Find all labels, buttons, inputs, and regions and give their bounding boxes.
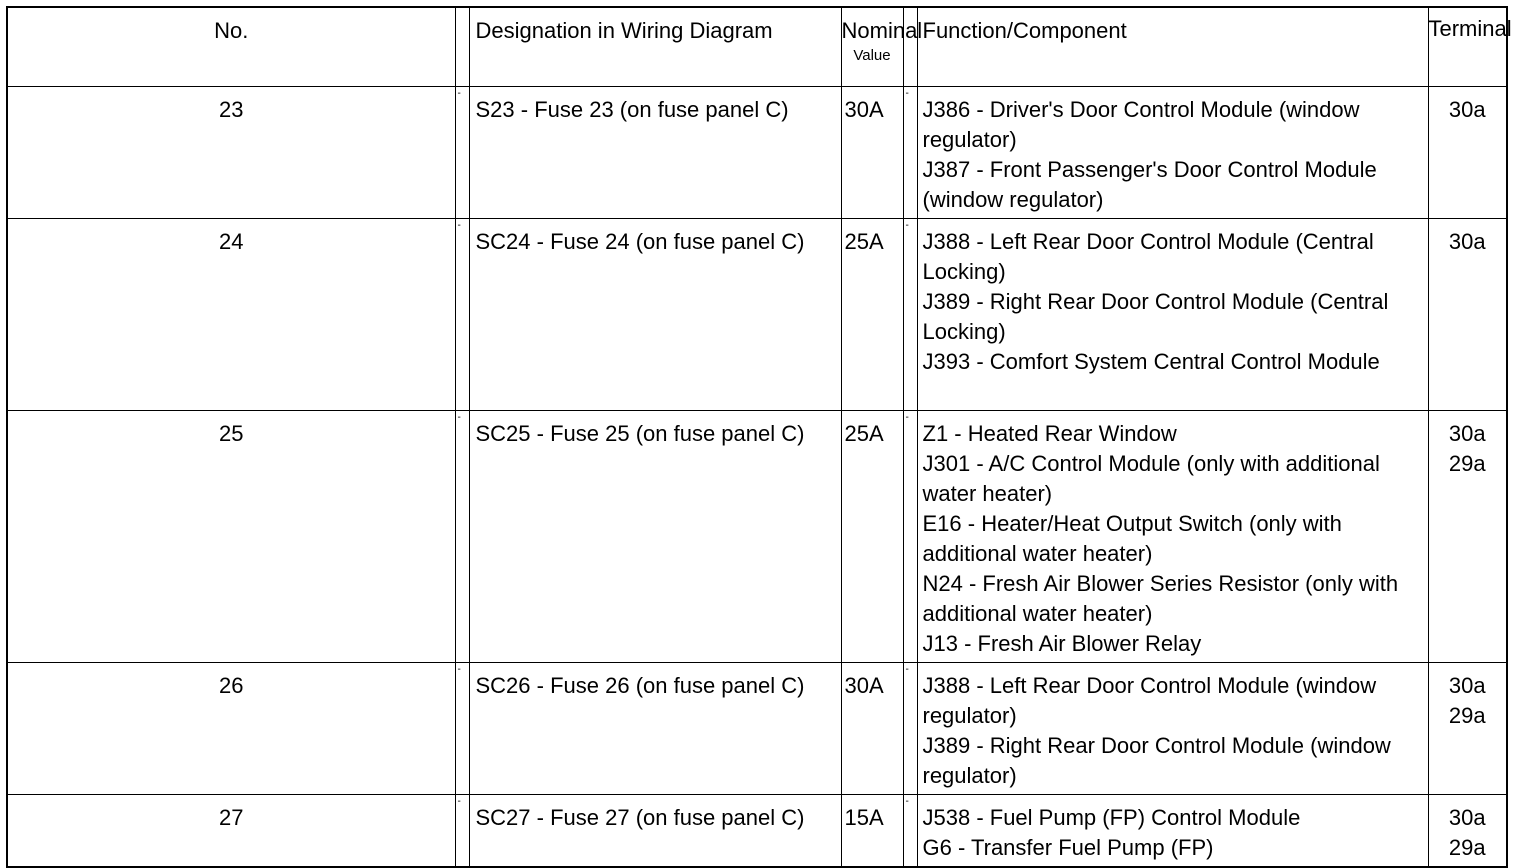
table-row bbox=[7, 795, 1507, 867]
row-dash: - bbox=[905, 88, 909, 99]
terminal-item: 29a bbox=[1448, 703, 1486, 728]
row-dash: - bbox=[905, 220, 909, 231]
row-spacer bbox=[903, 219, 917, 411]
row-designation: SC26 - Fuse 26 (on fuse panel C) bbox=[469, 663, 841, 795]
row-designation: SC25 - Fuse 25 (on fuse panel C) bbox=[469, 411, 841, 663]
row-function bbox=[917, 219, 1428, 411]
header-nominal-line2: Value bbox=[853, 47, 891, 64]
row-designation: SC24 - Fuse 24 (on fuse panel C) bbox=[469, 219, 841, 411]
row-function bbox=[917, 795, 1428, 867]
row-nominal-value: 15A bbox=[841, 795, 903, 867]
row-function bbox=[917, 663, 1428, 795]
row-dash: - bbox=[457, 796, 461, 807]
function-item: J387 - Front Passenger's Door Control Module (window regulator) bbox=[922, 157, 1377, 212]
row-spacer bbox=[903, 663, 917, 795]
row-terminal bbox=[1428, 795, 1507, 867]
terminal-item: 29a bbox=[1448, 835, 1486, 860]
function-item: Z1 - Heated Rear Window bbox=[922, 421, 1177, 446]
row-dash: - bbox=[905, 664, 909, 675]
function-item: N24 - Fresh Air Blower Series Resistor (only with additional water heater) bbox=[922, 571, 1399, 626]
function-item: J393 - Comfort System Central Control Module bbox=[922, 349, 1380, 374]
function-item: J389 - Right Rear Door Control Module (Central Locking) bbox=[922, 289, 1389, 344]
row-terminal bbox=[1428, 87, 1507, 219]
terminal-item: 30a bbox=[1448, 229, 1486, 254]
header-no: No. bbox=[7, 7, 455, 87]
row-number: 25 bbox=[7, 411, 455, 663]
function-item: J389 - Right Rear Door Control Module (window regulator) bbox=[922, 733, 1391, 788]
terminal-item: 30a bbox=[1448, 805, 1486, 830]
function-item: E16 - Heater/Heat Output Switch (only with additional water heater) bbox=[922, 511, 1342, 566]
function-item: J386 - Driver's Door Control Module (window regulator) bbox=[922, 97, 1360, 152]
row-number: 24 bbox=[7, 219, 455, 411]
row-spacer bbox=[903, 87, 917, 219]
table-row bbox=[7, 87, 1507, 219]
row-dash: - bbox=[457, 664, 461, 675]
row-function bbox=[917, 411, 1428, 663]
row-nominal-value: 25A bbox=[841, 411, 903, 663]
header-spacer-2 bbox=[903, 7, 917, 87]
row-number: 26 bbox=[7, 663, 455, 795]
terminal-item: 30a bbox=[1448, 421, 1486, 446]
row-dash: - bbox=[457, 220, 461, 231]
row-terminal bbox=[1428, 663, 1507, 795]
row-number: 27 bbox=[7, 795, 455, 867]
row-spacer bbox=[903, 795, 917, 867]
row-spacer bbox=[455, 663, 469, 795]
function-item: J388 - Left Rear Door Control Module (window regulator) bbox=[922, 673, 1377, 728]
function-item: J538 - Fuel Pump (FP) Control Module bbox=[922, 805, 1301, 830]
row-spacer bbox=[455, 87, 469, 219]
function-item: J13 - Fresh Air Blower Relay bbox=[922, 631, 1202, 656]
row-spacer bbox=[455, 411, 469, 663]
function-item: G6 - Transfer Fuel Pump (FP) bbox=[922, 835, 1214, 860]
row-nominal-value: 30A bbox=[841, 87, 903, 219]
row-nominal-value: 25A bbox=[841, 219, 903, 411]
row-nominal-value: 30A bbox=[841, 663, 903, 795]
table-row bbox=[7, 663, 1507, 795]
function-item: J388 - Left Rear Door Control Module (Central Locking) bbox=[922, 229, 1374, 284]
terminal-item: 30a bbox=[1448, 97, 1486, 122]
row-dash: - bbox=[905, 796, 909, 807]
header-row bbox=[7, 7, 1507, 87]
header-terminal: Terminal bbox=[1428, 7, 1507, 87]
fuse-table bbox=[6, 6, 1512, 868]
header-designation: Designation in Wiring Diagram bbox=[469, 7, 841, 87]
table-row bbox=[7, 219, 1507, 411]
row-spacer bbox=[455, 795, 469, 867]
function-item: J301 - A/C Control Module (only with additional water heater) bbox=[922, 451, 1380, 506]
row-dash: - bbox=[457, 88, 461, 99]
row-spacer bbox=[903, 411, 917, 663]
table-row bbox=[7, 411, 1507, 663]
header-nominal-value bbox=[841, 7, 923, 87]
row-terminal bbox=[1428, 219, 1507, 411]
header-spacer bbox=[455, 7, 469, 87]
row-terminal bbox=[1428, 411, 1507, 663]
row-designation: S23 - Fuse 23 (on fuse panel C) bbox=[469, 87, 841, 219]
row-dash: - bbox=[905, 412, 909, 423]
row-dash: - bbox=[457, 412, 461, 423]
row-spacer bbox=[455, 219, 469, 411]
header-function: Function/Component bbox=[917, 7, 1428, 87]
row-designation: SC27 - Fuse 27 (on fuse panel C) bbox=[469, 795, 841, 867]
terminal-item: 30a bbox=[1448, 673, 1486, 698]
row-number: 23 bbox=[7, 87, 455, 219]
header-nominal-line1: Nominal bbox=[841, 18, 923, 43]
row-function bbox=[917, 87, 1428, 219]
terminal-item: 29a bbox=[1448, 451, 1486, 476]
